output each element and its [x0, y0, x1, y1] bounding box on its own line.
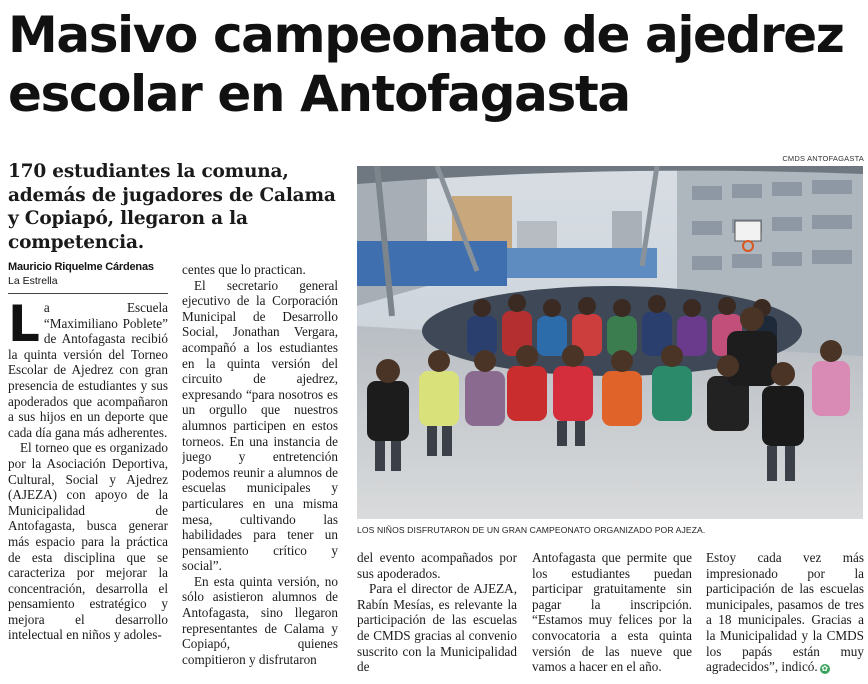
photo-caption: LOS NIÑOS DISFRUTARON DE UN GRAN CAMPEONATO ORGANIZADO POR AJEZA.	[357, 525, 706, 535]
body-paragraph: Antofagasta que permite que los estudiantes puedan participar gratuitamente sin pagar la inscripción. “Estamos muy felices por la convocatoria a esta quinta versión de las nueve que vamos a hacer en el año.	[532, 550, 692, 675]
body-column-2	[182, 262, 338, 684]
body-paragraph: centes que lo practican.	[182, 262, 306, 277]
headline-line-2: escolar en Antofagasta	[8, 65, 630, 123]
body-paragraph: Para el director de AJEZA, Rabín Mesías, es relevante la participación de las escuelas de CMDS gracias al convenio suscrito con la Municipalidad de	[357, 581, 517, 675]
photo-illustration	[357, 166, 863, 519]
headline	[8, 6, 860, 124]
body-paragraph: El torneo que es organizado por la Asociación Deportiva, Cultural, Social y Ajedrez (AJEZA) con apoyo de la Municipalidad de Antofagasta, busca generar más espacio para la práctica de esta disciplina que se caracteriza por mejorar la concentración, desarrolla el pensamiento estratégico y mejora el desarrollo intelectual en niños y adoles-	[8, 440, 168, 643]
deck: 170 estudiantes la comuna, además de jugadores de Calama y Copiapó, llegaron a la competencia.	[8, 161, 336, 253]
body-column-4	[532, 550, 692, 684]
article-photo	[357, 166, 863, 519]
byline	[8, 260, 168, 288]
body-text: a Escuela “Maximiliano Poblete” de Antofagasta recibió la quinta versión del Torneo Escolar de Ajedrez con gran presencia de estudiantes y sus apoderados que acompañaron a sus hijos en un deporte que cada día gana más adherentes.	[8, 300, 168, 440]
byline-outlet: La Estrella	[8, 275, 58, 287]
drop-cap: L	[8, 300, 40, 353]
body-column-3	[357, 550, 517, 684]
body-paragraph: El secretario general ejecutivo de la Corporación Municipal de Desarrollo Social, Jonathan Vergara, acompañó a los estudiantes en la quinta versión del circuito de ajedrez, expresando “para nosotros es un orgullo que nuestros alumnos participen en estos torneos. En una instancia de juego y entretención podemos reunir a alumnos de escuelas municipales y particulares en una misma mesa, cultivando las habilidades para tener un pensamiento crítico y social”.	[182, 277, 338, 574]
end-of-article-icon: ✿	[821, 664, 829, 674]
body-column-1	[8, 300, 168, 684]
headline-line-1: Masivo campeonato de ajedrez	[8, 6, 844, 64]
body-column-5	[706, 550, 864, 684]
body-paragraph	[706, 550, 864, 675]
body-paragraph	[8, 300, 168, 440]
byline-author: Mauricio Riquelme Cárdenas	[8, 261, 154, 273]
body-paragraph: del evento acompañados por sus apoderados.	[357, 550, 517, 581]
photo-credit: CMDS ANTOFAGASTA	[782, 154, 864, 163]
byline-rule	[8, 293, 168, 294]
body-paragraph: En esta quinta versión, no sólo asistieron alumnos de Antofagasta, sino llegaron representantes de Calama y Copiapó, quienes compitieron y disfrutaron	[182, 573, 338, 667]
body-text: Estoy cada vez más impresionado por la participación de las escuelas municipales, pasamos de tres a 18 municipales. Gracias a la Municipalidad y la CMDS los papás están muy agradecidos”, indicó.	[706, 550, 864, 675]
